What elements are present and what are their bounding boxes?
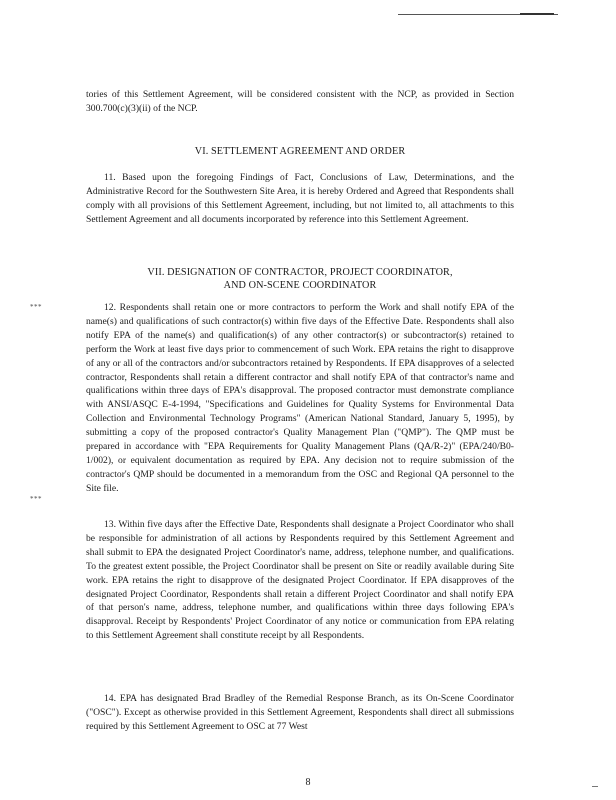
page-number: 8 [305,777,311,788]
paragraph-11: 11. Based upon the foregoing Findings of Fact, Conclusions of Law, Determinations, and the Administrative Record for the Southwestern Site Area, it is hereby Ordered and Agreed that Respondents shall comply with all provisions of this Settlement Agreement, including, but not limited to, all attachments to this Settlement Agreement and all documents incorporated by reference into this Settlement Agreement. [86,172,514,225]
paragraph-14: 14. EPA has designated Brad Bradley of the Remedial Response Branch, as its On-Scene Coordinator ("OSC"). Except as otherwise provided in this Settlement Agreement, Respondents shall direct all submissions required by this Settlement Agreement to OSC at 77 West [86,693,514,732]
scan-artifact-mark [520,13,554,15]
paragraph-continued: tories of this Settlement Agreement, will be considered consistent with the NCP, as provided in Section 300.700(c)(3)(ii) of the NCP. [86,89,514,114]
scan-corner-mark [592,786,598,787]
section-7-heading-line-2: AND ON-SCENE COORDINATOR [223,280,377,291]
margin-annotation-2: *** [30,495,42,503]
margin-annotation-1: *** [30,303,42,311]
section-6-heading: VI. SETTLEMENT AGREEMENT AND ORDER [194,146,406,157]
section-7-heading-line-1: VII. DESIGNATION OF CONTRACTOR, PROJECT COORDINATOR, [147,267,453,278]
paragraph-13: 13. Within five days after the Effective Date, Respondents shall designate a Project Coordinator who shall be responsible for administration of all actions by Respondents required by this Settlement Agreement and shall submit to EPA the designated Project Coordinator's name, address, telephone number, and qualifications. To the greatest extent possible, the Project Coordinator shall be present on Site or readily available during Site work. EPA retains the right to disapprove of the designated Project Coordinator. If EPA disapproves of the designated Project Coordinator, Respondents shall retain a different Project Coordinator and shall notify EPA of that person's name, address, telephone number, and qualifications within three days following EPA's disapproval. Receipt by Respondents' Project Coordinator of any notice or communication from EPA relating to this Settlement Agreement shall constitute receipt by all Respondents. [86,519,514,642]
paragraph-12: 12. Respondents shall retain one or more contractors to perform the Work and shall notify EPA of the name(s) and qualifications of such contractor(s) within five days of the Effective Date. Respondents shall also notify EPA of the name(s) and qualification(s) of any other contractor(s) or subcontractor(s) retained to perform the Work at least five days prior to commencement of such Work. EPA retains the right to disapprove of any or all of the contractors and/or subcontractors retained by Respondents. If EPA disapproves of a selected contractor, Respondents shall retain a different contractor and shall notify EPA of that contractor's name and qualifications within three days of EPA's disapproval. The proposed contractor must demonstrate compliance with ANSI/ASQC E-4-1994, "Specifications and Guidelines for Quality Systems for Environmental Data Collection and Environmental Technology Programs" (American National Standard, January 5, 1995), by submitting a copy of the proposed contractor's Quality Management Plan ("QMP"). The QMP must be prepared in accordance with "EPA Requirements for Quality Management Plans (QA/R-2)" (EPA/240/B0-1/002), or equivalent documentation as required by EPA. Any decision not to require submission of the contractor's QMP should be documented in a memorandum from the OSC and Regional QA personnel to the Site file. [86,302,514,494]
